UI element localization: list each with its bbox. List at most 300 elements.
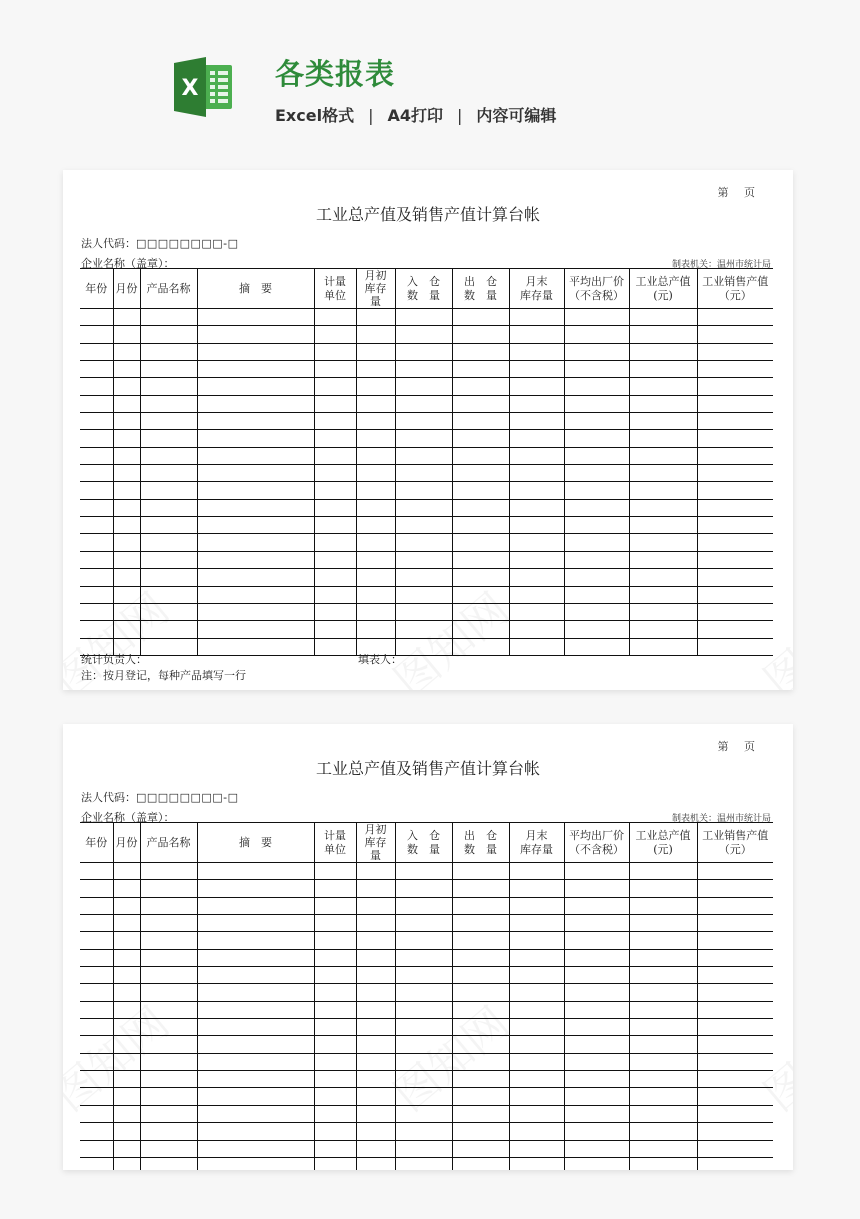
table-cell[interactable] (113, 343, 140, 360)
table-cell[interactable] (356, 603, 395, 620)
table-cell[interactable] (197, 984, 314, 1001)
table-cell[interactable] (452, 1088, 509, 1105)
table-cell[interactable] (564, 915, 629, 932)
table-cell[interactable] (113, 499, 140, 516)
table-cell[interactable] (113, 309, 140, 326)
table-cell[interactable] (509, 309, 564, 326)
table-cell[interactable] (113, 361, 140, 378)
table-cell[interactable] (452, 1036, 509, 1053)
table-cell[interactable] (80, 863, 113, 880)
table-cell[interactable] (314, 395, 356, 412)
table-cell[interactable] (395, 1071, 452, 1088)
table-cell[interactable] (356, 586, 395, 603)
table-cell[interactable] (197, 603, 314, 620)
table-cell[interactable] (140, 499, 197, 516)
table-cell[interactable] (356, 551, 395, 568)
table-cell[interactable] (697, 915, 773, 932)
table-cell[interactable] (113, 1105, 140, 1122)
table-cell[interactable] (80, 967, 113, 984)
table-cell[interactable] (629, 534, 697, 551)
table-cell[interactable] (314, 967, 356, 984)
table-cell[interactable] (314, 1140, 356, 1157)
table-cell[interactable] (356, 378, 395, 395)
table-cell[interactable] (80, 343, 113, 360)
table-cell[interactable] (140, 1071, 197, 1088)
table-cell[interactable] (697, 1105, 773, 1122)
table-cell[interactable] (80, 897, 113, 914)
table-cell[interactable] (452, 915, 509, 932)
table-cell[interactable] (452, 395, 509, 412)
table-cell[interactable] (113, 1123, 140, 1140)
table-cell[interactable] (629, 499, 697, 516)
table-cell[interactable] (509, 638, 564, 655)
table-cell[interactable] (452, 326, 509, 343)
table-cell[interactable] (80, 1071, 113, 1088)
table-cell[interactable] (697, 621, 773, 638)
table-cell[interactable] (314, 361, 356, 378)
table-cell[interactable] (356, 534, 395, 551)
table-cell[interactable] (140, 897, 197, 914)
table-cell[interactable] (697, 1053, 773, 1070)
table-cell[interactable] (356, 517, 395, 534)
table-cell[interactable] (113, 586, 140, 603)
table-cell[interactable] (564, 863, 629, 880)
table-cell[interactable] (395, 915, 452, 932)
table-cell[interactable] (356, 984, 395, 1001)
table-cell[interactable] (80, 534, 113, 551)
table-cell[interactable] (395, 499, 452, 516)
table-cell[interactable] (140, 1001, 197, 1018)
table-cell[interactable] (395, 482, 452, 499)
table-cell[interactable] (564, 1053, 629, 1070)
table-cell[interactable] (509, 1157, 564, 1170)
table-cell[interactable] (197, 967, 314, 984)
table-cell[interactable] (80, 326, 113, 343)
table-cell[interactable] (395, 880, 452, 897)
table-cell[interactable] (140, 343, 197, 360)
table-cell[interactable] (314, 897, 356, 914)
table-cell[interactable] (395, 551, 452, 568)
table-cell[interactable] (452, 482, 509, 499)
table-cell[interactable] (452, 1071, 509, 1088)
table-cell[interactable] (629, 1019, 697, 1036)
table-cell[interactable] (509, 1053, 564, 1070)
table-cell[interactable] (564, 897, 629, 914)
table-cell[interactable] (140, 863, 197, 880)
table-cell[interactable] (197, 361, 314, 378)
table-cell[interactable] (564, 430, 629, 447)
table-cell[interactable] (197, 534, 314, 551)
table-cell[interactable] (197, 1071, 314, 1088)
table-cell[interactable] (197, 378, 314, 395)
table-cell[interactable] (356, 430, 395, 447)
table-cell[interactable] (564, 1140, 629, 1157)
table-cell[interactable] (564, 395, 629, 412)
table-cell[interactable] (395, 1053, 452, 1070)
table-cell[interactable] (314, 378, 356, 395)
table-cell[interactable] (113, 603, 140, 620)
table-cell[interactable] (509, 880, 564, 897)
table-cell[interactable] (113, 1140, 140, 1157)
table-cell[interactable] (509, 932, 564, 949)
table-cell[interactable] (395, 395, 452, 412)
table-cell[interactable] (113, 551, 140, 568)
table-cell[interactable] (452, 413, 509, 430)
table-cell[interactable] (314, 984, 356, 1001)
table-cell[interactable] (509, 1071, 564, 1088)
table-cell[interactable] (197, 1053, 314, 1070)
table-cell[interactable] (395, 1036, 452, 1053)
table-cell[interactable] (452, 1053, 509, 1070)
table-cell[interactable] (564, 413, 629, 430)
table-cell[interactable] (509, 413, 564, 430)
table-cell[interactable] (113, 517, 140, 534)
table-cell[interactable] (629, 1071, 697, 1088)
table-cell[interactable] (395, 638, 452, 655)
table-cell[interactable] (509, 863, 564, 880)
table-cell[interactable] (452, 984, 509, 1001)
table-cell[interactable] (356, 915, 395, 932)
table-cell[interactable] (509, 361, 564, 378)
table-cell[interactable] (629, 863, 697, 880)
table-cell[interactable] (80, 378, 113, 395)
table-cell[interactable] (395, 1088, 452, 1105)
table-cell[interactable] (452, 1001, 509, 1018)
table-cell[interactable] (314, 603, 356, 620)
table-cell[interactable] (697, 1071, 773, 1088)
table-cell[interactable] (80, 603, 113, 620)
table-cell[interactable] (629, 586, 697, 603)
table-cell[interactable] (629, 1140, 697, 1157)
table-cell[interactable] (629, 1157, 697, 1170)
table-cell[interactable] (113, 534, 140, 551)
table-cell[interactable] (564, 1019, 629, 1036)
table-cell[interactable] (80, 1036, 113, 1053)
table-cell[interactable] (314, 343, 356, 360)
table-cell[interactable] (113, 430, 140, 447)
table-cell[interactable] (629, 551, 697, 568)
table-cell[interactable] (140, 1088, 197, 1105)
table-cell[interactable] (629, 621, 697, 638)
table-cell[interactable] (509, 517, 564, 534)
table-cell[interactable] (80, 499, 113, 516)
table-cell[interactable] (113, 1053, 140, 1070)
table-cell[interactable] (629, 967, 697, 984)
table-cell[interactable] (629, 395, 697, 412)
table-cell[interactable] (356, 395, 395, 412)
table-cell[interactable] (452, 499, 509, 516)
table-cell[interactable] (113, 967, 140, 984)
table-cell[interactable] (197, 569, 314, 586)
table-cell[interactable] (395, 949, 452, 966)
table-cell[interactable] (564, 517, 629, 534)
table-cell[interactable] (395, 932, 452, 949)
table-cell[interactable] (564, 482, 629, 499)
table-cell[interactable] (113, 1019, 140, 1036)
table-cell[interactable] (564, 1088, 629, 1105)
table-cell[interactable] (395, 1105, 452, 1122)
table-cell[interactable] (697, 603, 773, 620)
table-cell[interactable] (197, 949, 314, 966)
table-cell[interactable] (80, 1123, 113, 1140)
table-cell[interactable] (356, 447, 395, 464)
table-cell[interactable] (356, 932, 395, 949)
table-cell[interactable] (140, 534, 197, 551)
table-cell[interactable] (452, 430, 509, 447)
table-cell[interactable] (197, 1123, 314, 1140)
table-cell[interactable] (197, 880, 314, 897)
table-cell[interactable] (356, 1071, 395, 1088)
table-cell[interactable] (697, 517, 773, 534)
table-cell[interactable] (314, 638, 356, 655)
table-cell[interactable] (314, 1123, 356, 1140)
table-cell[interactable] (113, 915, 140, 932)
table-cell[interactable] (314, 586, 356, 603)
table-cell[interactable] (140, 586, 197, 603)
table-cell[interactable] (697, 361, 773, 378)
table-cell[interactable] (356, 880, 395, 897)
table-cell[interactable] (452, 551, 509, 568)
table-cell[interactable] (452, 897, 509, 914)
table-cell[interactable] (452, 880, 509, 897)
table-cell[interactable] (197, 447, 314, 464)
table-cell[interactable] (113, 395, 140, 412)
table-cell[interactable] (395, 1140, 452, 1157)
table-cell[interactable] (452, 1157, 509, 1170)
table-cell[interactable] (395, 378, 452, 395)
table-cell[interactable] (356, 1157, 395, 1170)
table-cell[interactable] (314, 534, 356, 551)
table-cell[interactable] (395, 967, 452, 984)
table-cell[interactable] (356, 1140, 395, 1157)
table-cell[interactable] (452, 517, 509, 534)
table-cell[interactable] (356, 1001, 395, 1018)
table-cell[interactable] (697, 447, 773, 464)
table-cell[interactable] (314, 1157, 356, 1170)
table-cell[interactable] (80, 1157, 113, 1170)
table-cell[interactable] (452, 1123, 509, 1140)
table-cell[interactable] (697, 551, 773, 568)
table-cell[interactable] (140, 413, 197, 430)
table-cell[interactable] (113, 880, 140, 897)
table-cell[interactable] (697, 1019, 773, 1036)
table-cell[interactable] (509, 499, 564, 516)
table-cell[interactable] (356, 1088, 395, 1105)
table-cell[interactable] (564, 1105, 629, 1122)
table-cell[interactable] (452, 569, 509, 586)
table-cell[interactable] (140, 395, 197, 412)
table-cell[interactable] (509, 586, 564, 603)
table-cell[interactable] (314, 621, 356, 638)
table-cell[interactable] (356, 1123, 395, 1140)
table-cell[interactable] (564, 551, 629, 568)
table-cell[interactable] (140, 915, 197, 932)
table-cell[interactable] (564, 603, 629, 620)
table-cell[interactable] (395, 361, 452, 378)
table-cell[interactable] (197, 1019, 314, 1036)
table-cell[interactable] (197, 1001, 314, 1018)
table-cell[interactable] (629, 949, 697, 966)
table-cell[interactable] (564, 1001, 629, 1018)
table-cell[interactable] (452, 586, 509, 603)
table-cell[interactable] (80, 517, 113, 534)
table-cell[interactable] (197, 413, 314, 430)
table-cell[interactable] (356, 897, 395, 914)
table-cell[interactable] (564, 621, 629, 638)
table-cell[interactable] (395, 1157, 452, 1170)
table-cell[interactable] (197, 430, 314, 447)
table-cell[interactable] (452, 534, 509, 551)
table-cell[interactable] (80, 1140, 113, 1157)
table-cell[interactable] (80, 395, 113, 412)
table-cell[interactable] (452, 863, 509, 880)
table-cell[interactable] (564, 638, 629, 655)
table-cell[interactable] (197, 395, 314, 412)
table-cell[interactable] (564, 932, 629, 949)
table-cell[interactable] (140, 569, 197, 586)
table-cell[interactable] (356, 863, 395, 880)
table-cell[interactable] (80, 880, 113, 897)
table-cell[interactable] (629, 465, 697, 482)
table-cell[interactable] (356, 967, 395, 984)
table-cell[interactable] (452, 949, 509, 966)
table-cell[interactable] (509, 551, 564, 568)
table-cell[interactable] (697, 638, 773, 655)
table-cell[interactable] (509, 534, 564, 551)
table-cell[interactable] (564, 967, 629, 984)
table-cell[interactable] (140, 517, 197, 534)
table-cell[interactable] (80, 1105, 113, 1122)
table-cell[interactable] (509, 984, 564, 1001)
table-cell[interactable] (314, 949, 356, 966)
table-cell[interactable] (80, 586, 113, 603)
table-cell[interactable] (564, 880, 629, 897)
table-cell[interactable] (509, 621, 564, 638)
table-cell[interactable] (697, 430, 773, 447)
table-cell[interactable] (564, 499, 629, 516)
table-cell[interactable] (356, 621, 395, 638)
table-cell[interactable] (356, 1019, 395, 1036)
table-cell[interactable] (197, 897, 314, 914)
table-cell[interactable] (509, 1088, 564, 1105)
table-cell[interactable] (140, 326, 197, 343)
table-cell[interactable] (80, 465, 113, 482)
table-cell[interactable] (80, 1088, 113, 1105)
table-cell[interactable] (395, 534, 452, 551)
table-cell[interactable] (509, 447, 564, 464)
table-cell[interactable] (452, 361, 509, 378)
table-cell[interactable] (564, 949, 629, 966)
table-cell[interactable] (113, 863, 140, 880)
table-cell[interactable] (395, 984, 452, 1001)
table-cell[interactable] (314, 915, 356, 932)
table-cell[interactable] (140, 1157, 197, 1170)
table-cell[interactable] (452, 465, 509, 482)
table-cell[interactable] (314, 1036, 356, 1053)
table-cell[interactable] (697, 534, 773, 551)
table-cell[interactable] (80, 551, 113, 568)
table-cell[interactable] (113, 482, 140, 499)
table-cell[interactable] (113, 1157, 140, 1170)
table-cell[interactable] (140, 361, 197, 378)
table-cell[interactable] (140, 1019, 197, 1036)
table-cell[interactable] (356, 343, 395, 360)
table-cell[interactable] (140, 551, 197, 568)
table-cell[interactable] (509, 1019, 564, 1036)
table-cell[interactable] (140, 465, 197, 482)
table-cell[interactable] (697, 967, 773, 984)
table-cell[interactable] (697, 326, 773, 343)
table-cell[interactable] (395, 586, 452, 603)
table-cell[interactable] (140, 880, 197, 897)
table-cell[interactable] (314, 1071, 356, 1088)
table-cell[interactable] (197, 915, 314, 932)
table-cell[interactable] (356, 499, 395, 516)
table-cell[interactable] (697, 932, 773, 949)
table-cell[interactable] (509, 430, 564, 447)
table-cell[interactable] (564, 1157, 629, 1170)
table-cell[interactable] (314, 1053, 356, 1070)
table-cell[interactable] (113, 621, 140, 638)
table-cell[interactable] (697, 949, 773, 966)
table-cell[interactable] (140, 603, 197, 620)
table-cell[interactable] (509, 603, 564, 620)
table-cell[interactable] (395, 447, 452, 464)
table-cell[interactable] (80, 309, 113, 326)
table-cell[interactable] (697, 465, 773, 482)
table-cell[interactable] (509, 915, 564, 932)
table-cell[interactable] (629, 378, 697, 395)
table-cell[interactable] (509, 897, 564, 914)
table-cell[interactable] (197, 932, 314, 949)
table-cell[interactable] (140, 984, 197, 1001)
table-cell[interactable] (197, 343, 314, 360)
table-cell[interactable] (80, 1019, 113, 1036)
table-cell[interactable] (356, 326, 395, 343)
table-cell[interactable] (113, 1088, 140, 1105)
table-cell[interactable] (697, 1036, 773, 1053)
table-cell[interactable] (509, 1001, 564, 1018)
table-cell[interactable] (452, 603, 509, 620)
table-cell[interactable] (113, 447, 140, 464)
table-cell[interactable] (80, 932, 113, 949)
table-cell[interactable] (564, 447, 629, 464)
table-cell[interactable] (80, 361, 113, 378)
table-cell[interactable] (356, 1105, 395, 1122)
table-cell[interactable] (113, 326, 140, 343)
table-cell[interactable] (197, 621, 314, 638)
table-cell[interactable] (629, 309, 697, 326)
table-cell[interactable] (140, 378, 197, 395)
table-cell[interactable] (140, 932, 197, 949)
table-cell[interactable] (113, 1071, 140, 1088)
table-cell[interactable] (395, 465, 452, 482)
table-cell[interactable] (564, 378, 629, 395)
table-cell[interactable] (509, 569, 564, 586)
table-cell[interactable] (395, 1001, 452, 1018)
table-cell[interactable] (356, 1053, 395, 1070)
table-cell[interactable] (629, 517, 697, 534)
table-cell[interactable] (564, 1123, 629, 1140)
table-cell[interactable] (564, 309, 629, 326)
table-cell[interactable] (197, 1088, 314, 1105)
table-cell[interactable] (629, 343, 697, 360)
table-cell[interactable] (697, 863, 773, 880)
table-cell[interactable] (629, 1053, 697, 1070)
table-cell[interactable] (197, 499, 314, 516)
table-cell[interactable] (509, 1105, 564, 1122)
table-cell[interactable] (395, 603, 452, 620)
